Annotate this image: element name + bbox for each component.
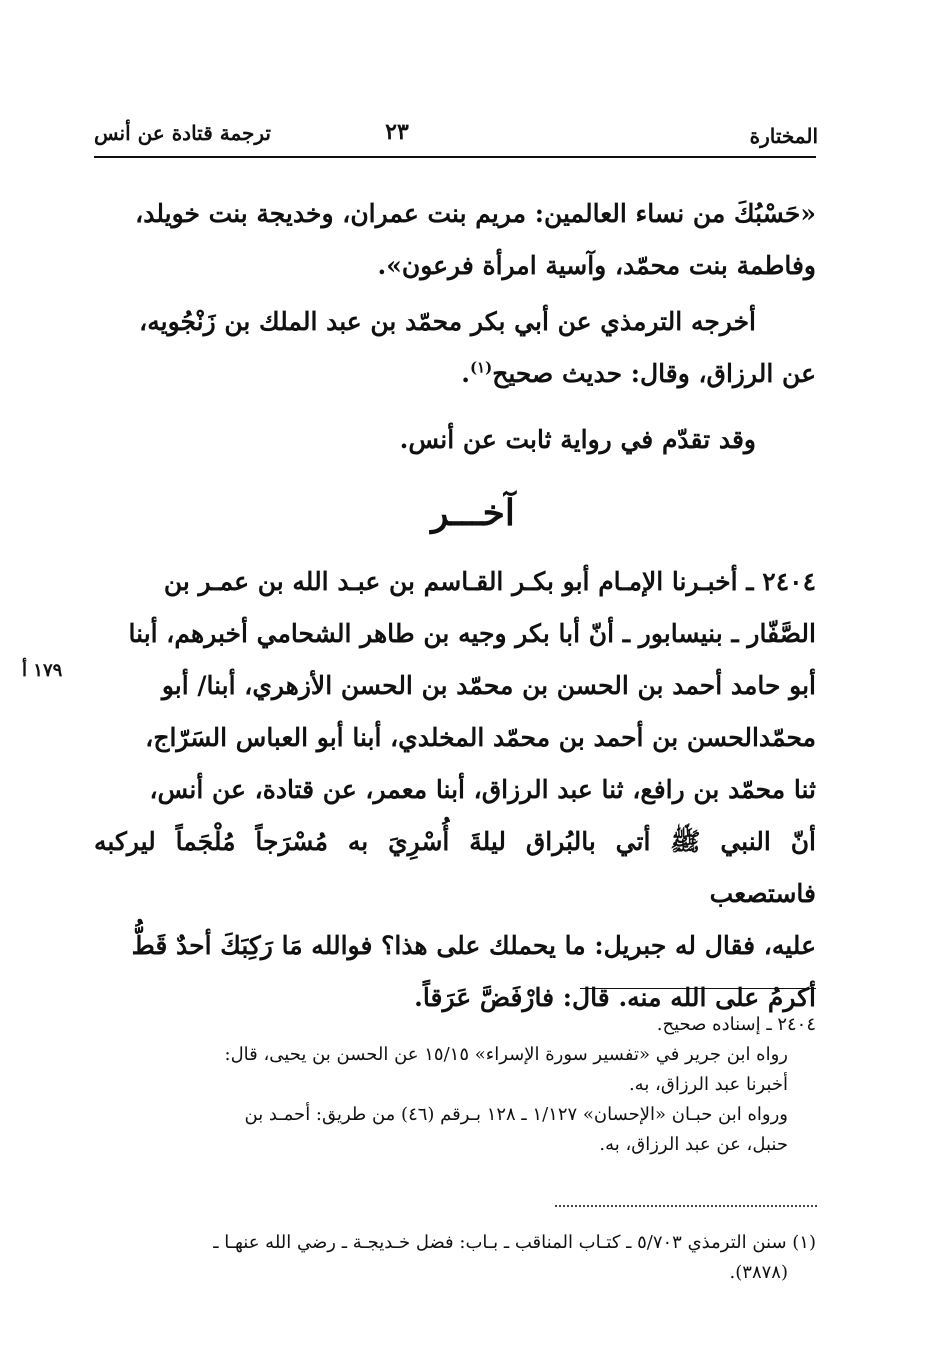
page-number: ٢٣ bbox=[385, 119, 409, 145]
footnote-separator bbox=[555, 1205, 817, 1207]
footnote-marker: (١) bbox=[469, 358, 493, 377]
text-line: أبو حامد أحمد بن الحسن بن محمّد بن الحسن الأزهري، أبنا/ أبو bbox=[161, 671, 816, 700]
notes-rule bbox=[580, 988, 816, 989]
footnote-line: (١) سنن الترمذي ٥/٧٠٣ ـ كتـاب المناقب ـ بـاب: فضل خـديجـة ـ رضي الله عنهـا ـ bbox=[213, 1232, 816, 1253]
text-fragment: . bbox=[461, 359, 470, 388]
text-line: ثنا محمّد بن رافع، ثنا عبد الرزاق، أبنا معمر، عن قتادة، عن أنس، bbox=[149, 775, 816, 804]
text-line: ٢٤٠٤ ـ أخبـرنا الإمـام أبو بكـر القـاسم بن عبـد الله بن عمـر بن bbox=[163, 567, 816, 596]
text-line: أنّ النبي ﷺ أتي بالبُراق ليلةَ أُسْرِيَ به مُسْرَجاً مُلْجَماً ليركبه فاستصعب bbox=[94, 827, 816, 908]
text-line: عليه، فقال له جبريل: ما يحملك على هذا؟ فوالله مَا رَكِبَكَ أحدٌ قَطُّ bbox=[131, 931, 816, 960]
note-line: ورواه ابن حبـان «الإحسان» ١/١٢٧ ـ ١٢٨ بـرقم (٤٦) من طريق: أحمـد بن bbox=[244, 1104, 788, 1125]
text-line: أخرجه الترمذي عن أبي بكر محمّد بن عبد الملك بن زَنْجُويه، bbox=[139, 307, 756, 336]
text-line bbox=[94, 348, 816, 400]
note-line: ٢٤٠٤ ـ إسناده صحيح. bbox=[656, 1014, 816, 1035]
text-line: أكرمُ على الله منه. قال: فارْفَضَّ عَرَقاً. bbox=[414, 983, 816, 1012]
running-header-chapter: ترجمة قتادة عن أنس bbox=[94, 121, 271, 145]
text-fragment: عن الرزاق، وقال: حديث صحيح bbox=[492, 359, 816, 388]
section-heading: آخـــر bbox=[431, 492, 515, 534]
text-line: وفاطمة بنت محمّد، وآسية امرأة فرعون». bbox=[377, 251, 816, 280]
header-rule bbox=[94, 156, 816, 158]
intro-paragraph-1 bbox=[94, 188, 816, 292]
intro-paragraph-3 bbox=[94, 414, 816, 466]
note-line: حنبل، عن عبد الرزاق، به. bbox=[599, 1134, 788, 1155]
text-line: محمّدالحسن بن أحمد بن محمّد المخلدي، أبنا أبو العباس السَرّاج، bbox=[145, 723, 816, 752]
takhrij-notes bbox=[94, 1010, 816, 1160]
footnote-line: (٣٨٧٨). bbox=[729, 1262, 788, 1283]
note-line: أخبرنا عبد الرزاق، به. bbox=[628, 1074, 788, 1095]
intro-paragraph-2 bbox=[94, 296, 816, 400]
manuscript-folio-marker: ١٧٩ أ bbox=[22, 660, 63, 681]
text-line: وقد تقدّم في رواية ثابت عن أنس. bbox=[399, 425, 756, 454]
hadith-paragraph bbox=[94, 556, 816, 1024]
note-line: رواه ابن جرير في «تفسير سورة الإسراء» ١٥/١٥ عن الحسن بن يحيى، قال: bbox=[224, 1044, 788, 1065]
text-line: «حَسْبُكَ من نساء العالمين: مريم بنت عمران، وخديجة بنت خويلد، bbox=[135, 199, 816, 228]
footnote bbox=[94, 1228, 816, 1288]
text-line: الصَّفّار ـ بنيسابور ـ أنّ أبا بكر وجيه بن طاهر الشحامي أخبرهم، أبنا bbox=[128, 619, 816, 648]
running-header-book-title: المختارة bbox=[749, 124, 818, 148]
